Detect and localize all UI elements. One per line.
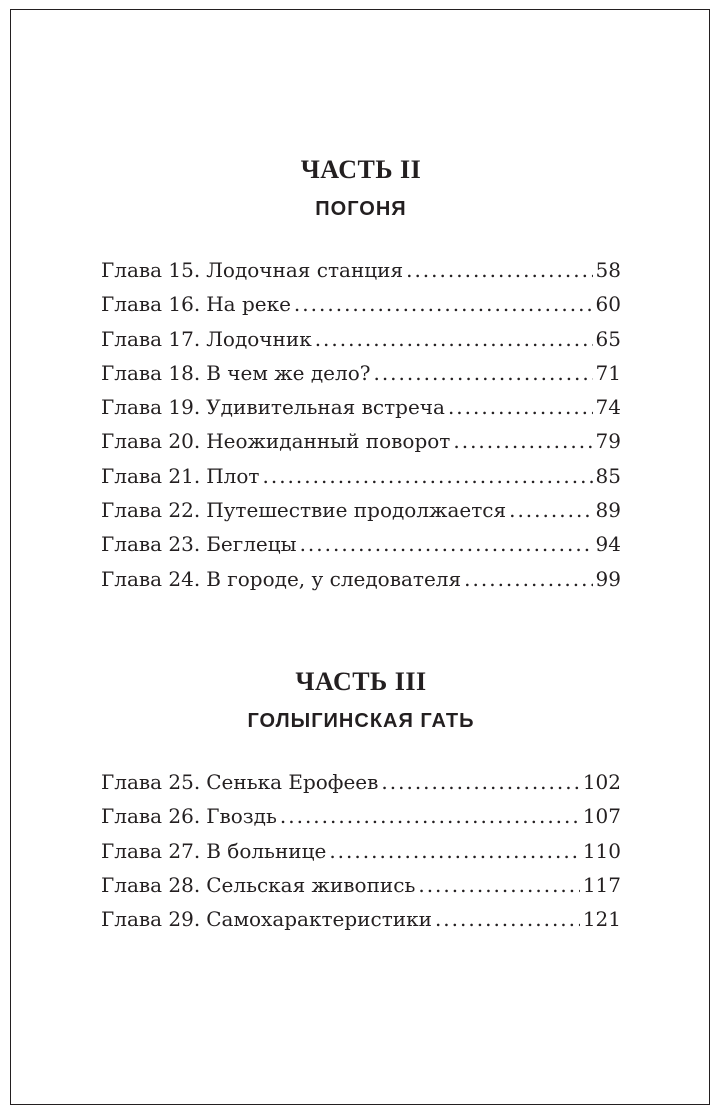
page-number: 94 bbox=[595, 532, 621, 557]
dot-leader bbox=[464, 567, 592, 591]
toc-entry[interactable] bbox=[101, 464, 621, 498]
chapter-title: На реке bbox=[206, 292, 291, 317]
page-number: 85 bbox=[595, 463, 621, 488]
toc-entry[interactable] bbox=[101, 258, 621, 292]
page-number: 60 bbox=[595, 292, 621, 317]
dot-leader bbox=[262, 464, 592, 488]
chapter-number: Глава 23. bbox=[101, 532, 201, 557]
dot-leader bbox=[448, 395, 593, 419]
chapter-title: Беглецы bbox=[206, 532, 297, 557]
page-number: 74 bbox=[595, 395, 621, 420]
dot-leader bbox=[329, 839, 580, 863]
toc-entry[interactable] bbox=[101, 395, 621, 429]
toc-entry[interactable] bbox=[101, 429, 621, 463]
part-heading-2 bbox=[0, 155, 722, 221]
dot-leader bbox=[453, 429, 592, 453]
chapter-number: Глава 21. bbox=[101, 463, 201, 488]
part-title: ЧАСТЬ II bbox=[300, 155, 422, 184]
toc-entry[interactable] bbox=[101, 804, 621, 838]
chapter-number: Глава 27. bbox=[101, 838, 201, 863]
chapter-number: Глава 26. bbox=[101, 804, 201, 829]
dot-leader bbox=[294, 292, 593, 316]
dot-leader bbox=[418, 873, 579, 897]
page-number: 117 bbox=[582, 872, 621, 897]
chapter-title: Удивительная встреча bbox=[206, 395, 445, 420]
toc-entry[interactable] bbox=[101, 873, 621, 907]
chapter-number: Глава 24. bbox=[101, 566, 201, 591]
toc-entry[interactable] bbox=[101, 498, 621, 532]
chapter-number: Глава 20. bbox=[101, 429, 201, 454]
chapter-title: Путешествие продолжается bbox=[206, 498, 507, 523]
chapter-number: Глава 25. bbox=[101, 770, 201, 794]
page-number: 79 bbox=[595, 429, 621, 454]
page-number: 89 bbox=[595, 498, 621, 523]
page-number: 107 bbox=[582, 804, 621, 829]
dot-leader bbox=[509, 498, 592, 522]
part-heading-3 bbox=[0, 667, 722, 733]
chapter-title: Лодочная станция bbox=[206, 258, 404, 282]
toc-list-part-3 bbox=[101, 770, 621, 941]
toc-entry[interactable] bbox=[101, 532, 621, 566]
page-number: 121 bbox=[582, 907, 621, 932]
chapter-title: Неожиданный поворот bbox=[206, 429, 451, 454]
part-title: ЧАСТЬ III bbox=[295, 667, 427, 696]
toc-entry[interactable] bbox=[101, 839, 621, 873]
dot-leader bbox=[373, 361, 592, 385]
chapter-title: Самохарактеристики bbox=[206, 907, 432, 932]
toc-entry[interactable] bbox=[101, 907, 621, 941]
toc-entry[interactable] bbox=[101, 361, 621, 395]
page-number: 71 bbox=[595, 360, 621, 385]
chapter-title: В больнице bbox=[206, 838, 327, 863]
chapter-title: Сельская живопись bbox=[206, 872, 416, 897]
chapter-number: Глава 18. bbox=[101, 360, 201, 385]
chapter-title: В чем же дело? bbox=[206, 360, 371, 385]
chapter-number: Глава 15. bbox=[101, 258, 201, 282]
dot-leader bbox=[315, 327, 593, 351]
chapter-number: Глава 22. bbox=[101, 498, 201, 523]
chapter-number: Глава 16. bbox=[101, 292, 201, 317]
chapter-number: Глава 17. bbox=[101, 326, 201, 351]
chapter-title: В городе, у следователя bbox=[206, 566, 462, 591]
toc-list-part-2 bbox=[101, 258, 621, 601]
dot-leader bbox=[381, 770, 579, 794]
toc-entry[interactable] bbox=[101, 327, 621, 361]
page-number: 102 bbox=[582, 770, 621, 794]
page-number: 65 bbox=[595, 326, 621, 351]
chapter-number: Глава 19. bbox=[101, 395, 201, 420]
dot-leader bbox=[435, 907, 580, 931]
chapter-number: Глава 29. bbox=[101, 907, 201, 932]
toc-entry[interactable] bbox=[101, 567, 621, 601]
dot-leader bbox=[300, 532, 593, 556]
part-subtitle: ПОГОНЯ bbox=[315, 198, 407, 220]
chapter-title: Лодочник bbox=[206, 326, 312, 351]
page-number: 110 bbox=[582, 838, 621, 863]
part-subtitle: ГОЛЫГИНСКАЯ ГАТЬ bbox=[247, 710, 475, 732]
toc-entry[interactable] bbox=[101, 292, 621, 326]
chapter-number: Глава 28. bbox=[101, 872, 201, 897]
page-number: 99 bbox=[595, 566, 621, 591]
dot-leader bbox=[406, 258, 592, 282]
chapter-title: Гвоздь bbox=[206, 804, 277, 829]
page-number: 58 bbox=[595, 258, 621, 282]
dot-leader bbox=[280, 804, 580, 828]
chapter-title: Плот bbox=[206, 463, 260, 488]
chapter-title: Сенька Ерофеев bbox=[206, 770, 379, 794]
toc-entry[interactable] bbox=[101, 770, 621, 804]
